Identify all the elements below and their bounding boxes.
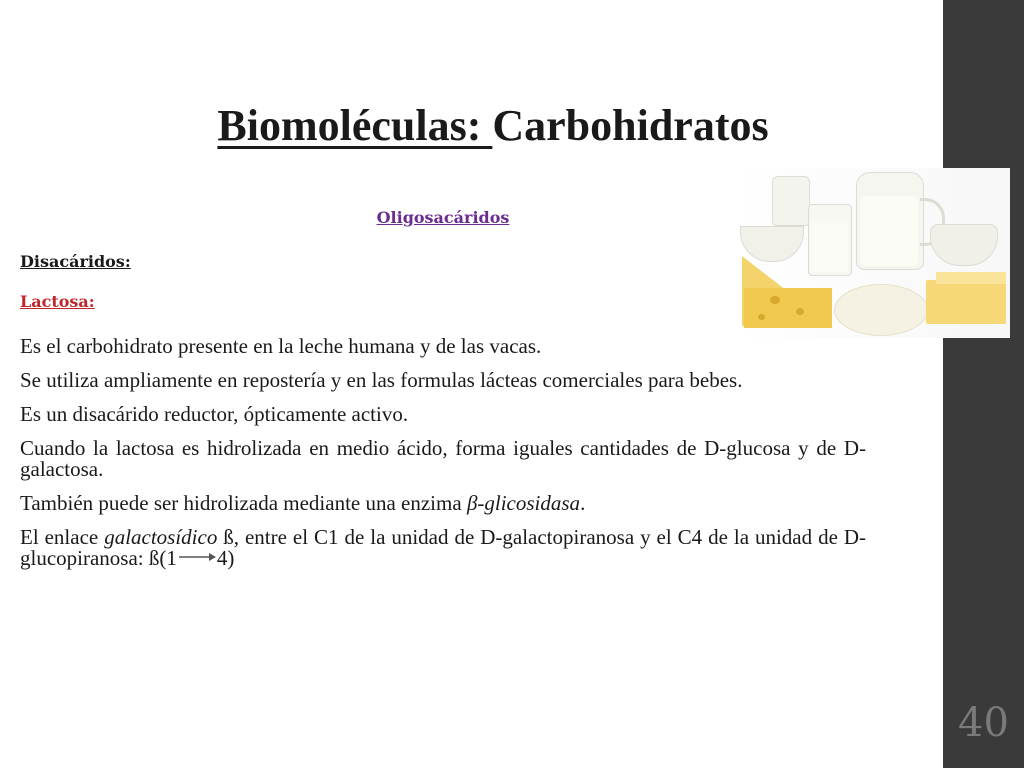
paragraph-2: Se utiliza ampliamente en repostería y en las formulas lácteas comerciales para bebes. <box>20 368 743 392</box>
paragraph-1: Es el carbohidrato presente en la leche humana y de las vacas. <box>20 334 542 358</box>
title-rest: Carbohidratos <box>492 101 769 150</box>
dairy-products-photo <box>730 168 1010 338</box>
label-lactosa: Lactosa: <box>20 292 95 311</box>
p5-text: También puede ser hidrolizada mediante una enzima <box>20 491 467 515</box>
label-disacaridos: Disacáridos: <box>20 252 131 271</box>
body-text <box>20 336 866 582</box>
p6-text: El enlace <box>20 525 105 549</box>
p6-italic: galactosídico <box>104 525 218 549</box>
subheading-oligosacaridos: Oligosacáridos <box>376 208 510 227</box>
slide-title <box>0 100 986 151</box>
p5-end: . <box>580 491 586 515</box>
p5-italic: β-glicosidasa <box>466 491 581 515</box>
arrow-icon <box>177 551 217 569</box>
paragraph-4: Cuando la lactosa es hidrolizada en medio ácido, forma iguales cantidades de D-glucosa y de D-galactosa. <box>20 436 866 481</box>
p6-mid: ß, entre el C1 de la unidad de D-galactopiranosa y el C4 de la unidad de D-glucopiranosa: ß(1 <box>20 525 867 570</box>
paragraph-5 <box>20 493 866 514</box>
p6-end: 4) <box>216 546 235 570</box>
paragraph-6 <box>20 527 866 569</box>
page-number: 40 <box>958 700 1009 746</box>
title-underlined: Biomoléculas: <box>217 101 493 150</box>
paragraph-3: Es un disacárido reductor, ópticamente activo. <box>20 402 409 426</box>
